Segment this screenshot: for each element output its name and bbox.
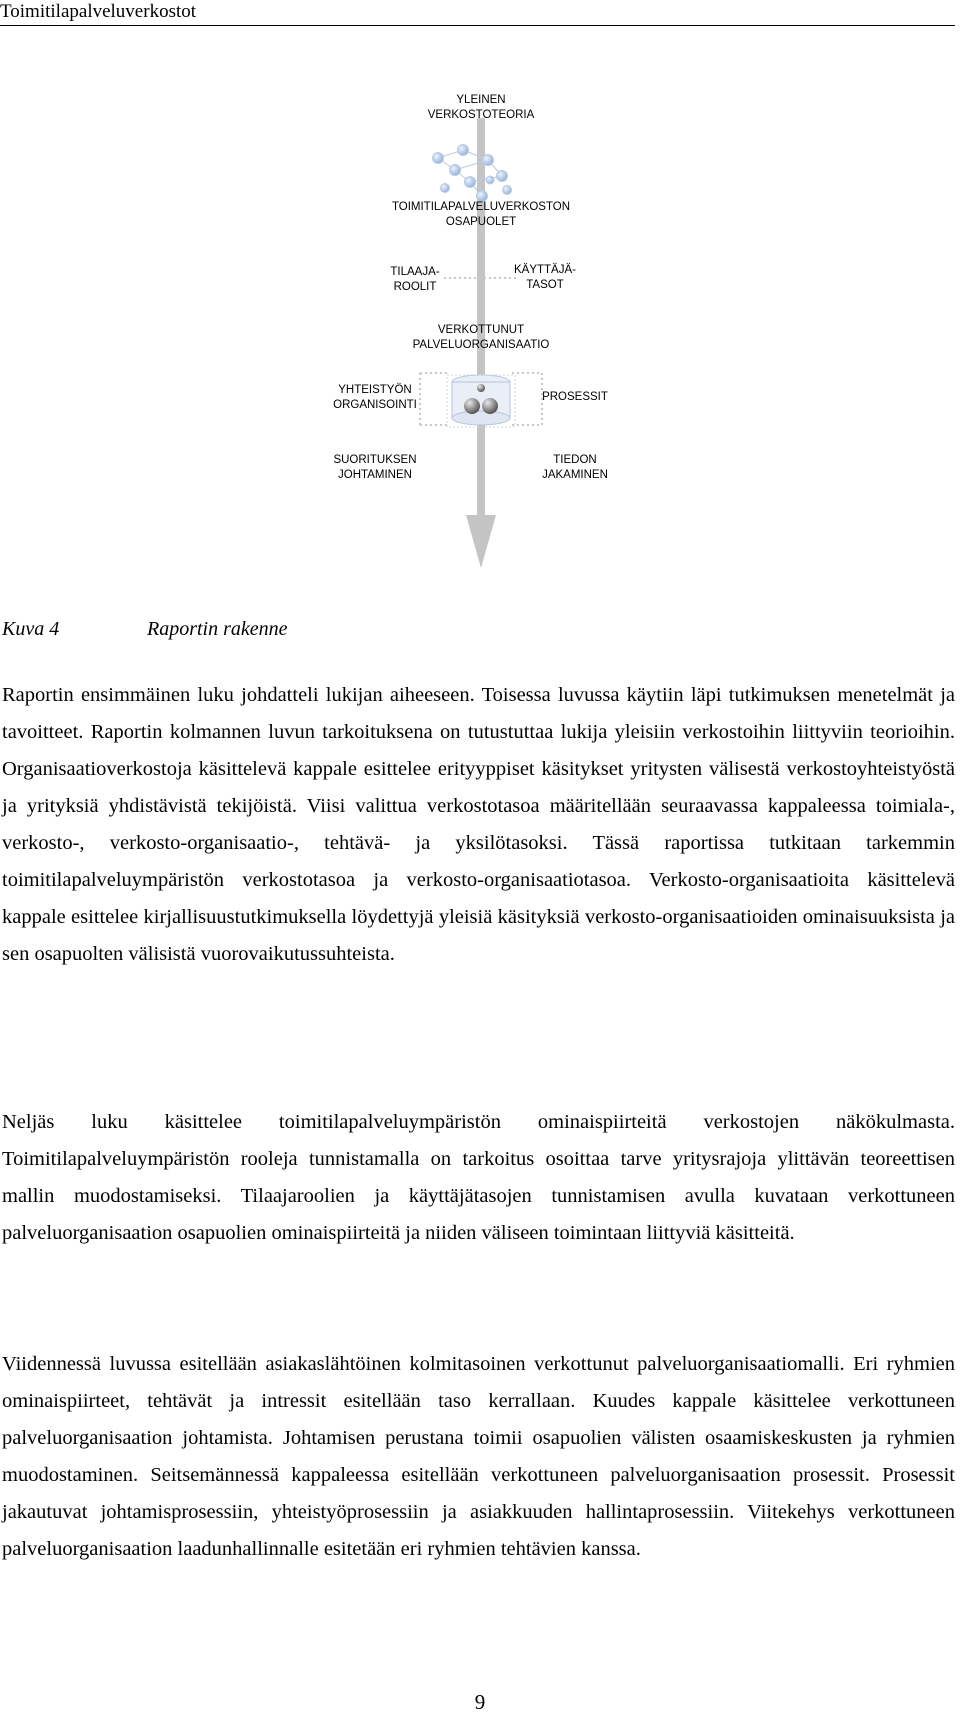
page-number: 9 — [474, 1690, 486, 1714]
label-user-levels: KÄYTTÄJÄ- TASOT — [514, 264, 576, 291]
report-structure-figure — [0, 70, 960, 590]
header-title: Toimitilapalveluverkostot — [0, 1, 197, 22]
caption-text: Raportin rakenne — [147, 618, 288, 640]
label-performance-management: SUORITUKSEN JOHTAMINEN — [333, 454, 417, 481]
label-cooperation-organising: YHTEISTYÖN ORGANISOINTI — [333, 384, 417, 411]
label-client-roles: TILAAJA- ROOLIT — [390, 266, 440, 293]
running-header — [0, 0, 955, 26]
label-information-sharing: TIEDON JAKAMINEN — [542, 454, 608, 481]
label-network-parties: TOIMITILAPALVELUVERKOSTON OSAPUOLET — [391, 201, 571, 228]
label-general-network-theory: YLEINEN VERKOSTOTEORIA — [427, 94, 535, 121]
paragraph-1: Raportin ensimmäinen luku johdatteli lukijan aiheeseen. Toisessa luvussa käytiin läpi tutkimuksen menetelmät ja tavoitteet. Raportin kolmannen luvun tarkoituksena on tutustuttaa lukija yleisiin verkostoihin liittyviin teorioihin. Organisaatioverkostoja käsittelevä kappale esittelee erityyppiset käsitykset yritysten välisestä verkostoyhteistyöstä ja yrityksiä yhdistävistä tekijöistä. Viisi valittua verkostotasoa määritellään seuraavassa kappaleessa toimiala-, verkosto-, verkosto-organisaatio-, tehtävä- ja yksilötasoksi. Tässä raportissa tutkitaan tarkemmin toimitilapalveluympäristön verkostotasoa ja verkosto-organisaatiotasoa. Verkosto-organisaatioita käsittelevä kappale esittelee kirjallisuustutkimuksella löydettyjä yleisiä käsityksiä verkosto-organisaatioiden ominaisuuksista ja sen osapuolten välisistä vuorovaikutussuhteista. — [2, 684, 955, 965]
caption-number: Kuva 4 — [2, 618, 60, 640]
paragraph-3: Viidennessä luvussa esitellään asiakaslähtöinen kolmitasoinen verkottunut palveluorganisaatiomalli. Eri ryhmien ominaispiirteet, tehtävät ja intressit esitellään taso kerrallaan. Kuudes kappale käsittelee verkottuneen palveluorganisaation johtamista. Johtamisen perustana toimii osapuolien välisten osaamiskeskusten ja ryhmien muodostaminen. Seitsemännessä kappaleessa esitellään verkottuneen palveluorganisaation prosessit. Prosessit jakautuvat johtamisprosessiin, yhteistyöprosessiin ja asiakkuuden hallintaprosessiin. Viitekehys verkottuneen palveluorganisaation laadunhallinnalle esitetään eri ryhmien tehtävien kanssa. — [2, 1353, 955, 1560]
label-processes: PROSESSIT — [542, 391, 608, 403]
paragraph-2: Neljäs luku käsittelee toimitilapalveluympäristön ominaispiirteitä verkostojen näkökulmasta. Toimitilapalveluympäristön rooleja tunnistamalla on tarkoitus osoittaa tarve yritysrajoja ylittävän teoreettisen mallin muodostamiseksi. Tilaajaroolien ja käyttäjätasojen tunnistamisen avulla kuvataan verkottuneen palveluorganisaation osapuolien ominaispiirteitä ja niiden väliseen toimintaan liittyviä käsitteitä. — [2, 1111, 955, 1244]
label-networked-service-organisation: VERKOTTUNUT PALVELUORGANISAATIO — [412, 324, 550, 351]
organisation-icon — [447, 375, 515, 427]
network-nodes-icon — [433, 145, 512, 202]
